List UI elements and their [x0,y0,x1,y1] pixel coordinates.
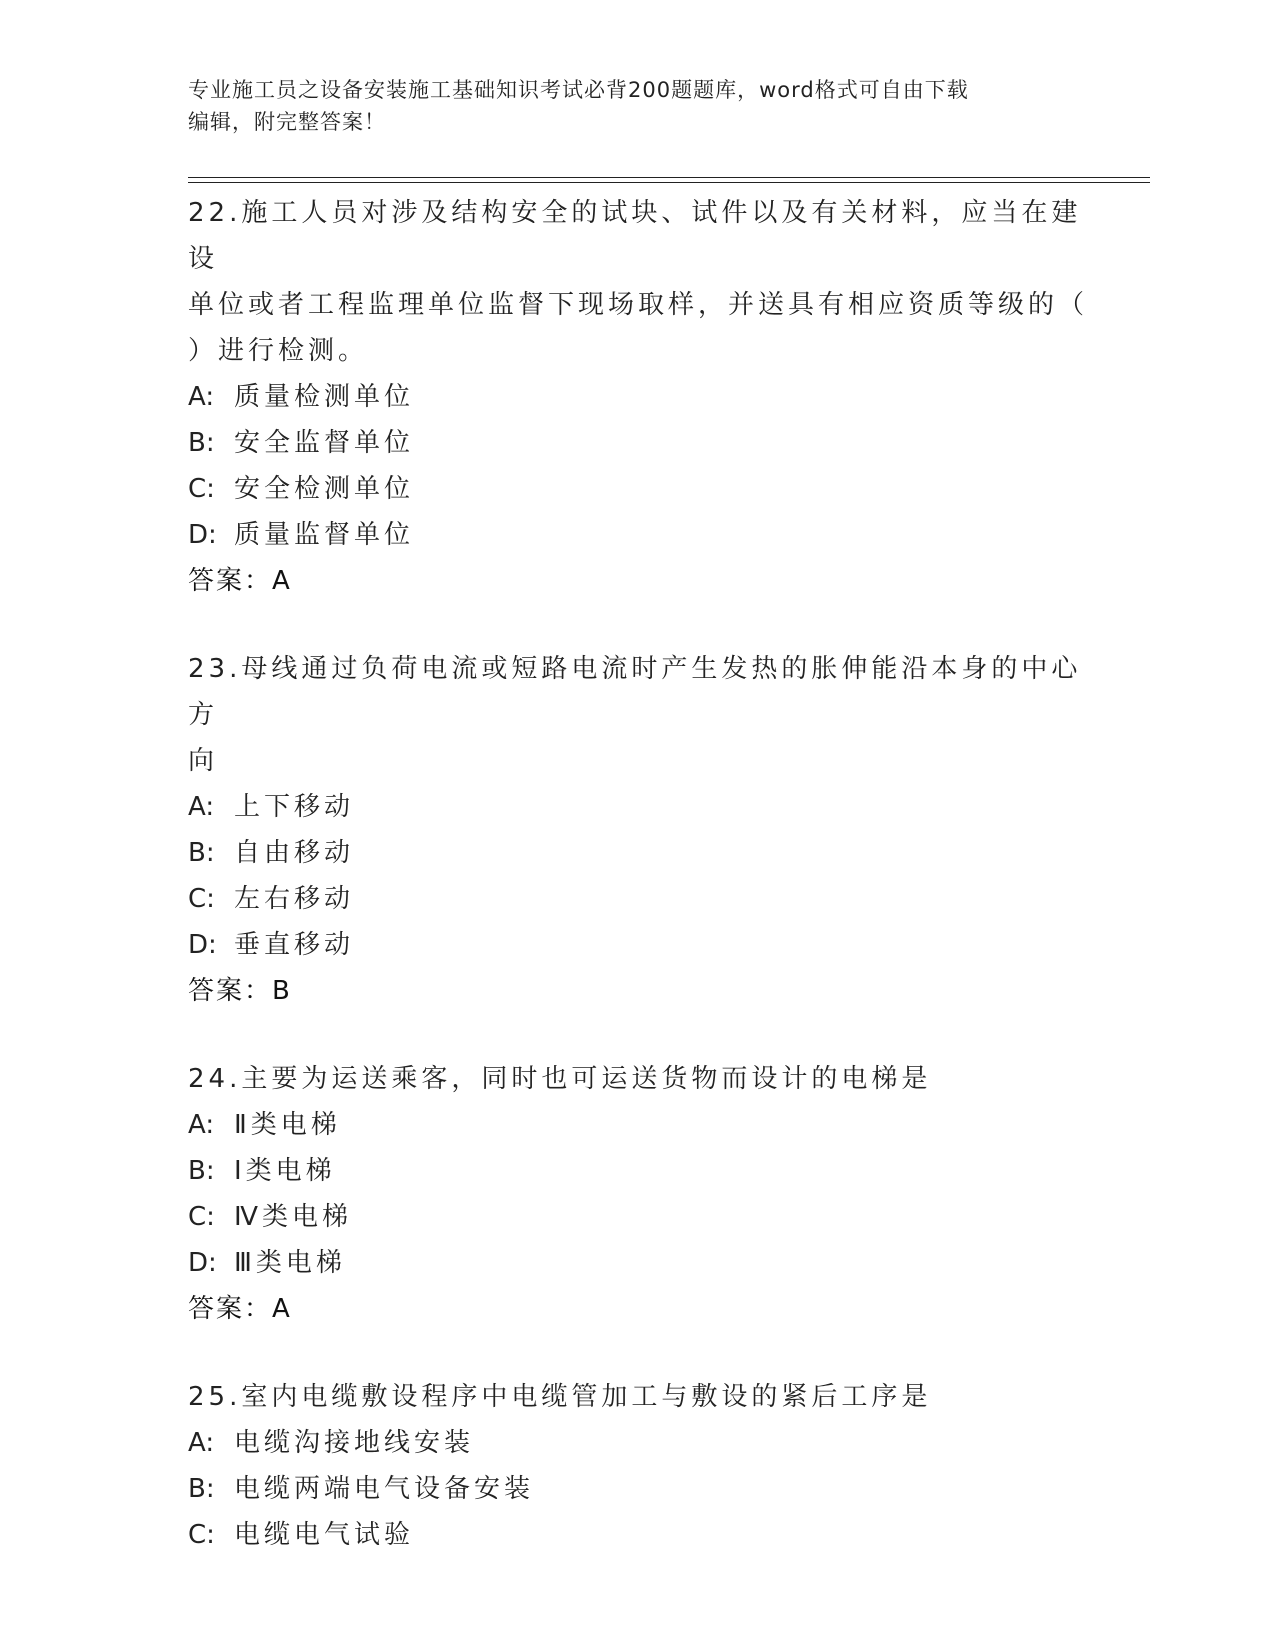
question-spacer [188,1332,1088,1374]
question-stem-line: 单位或者工程监理单位监督下现场取样，并送具有相应资质等级的（ [188,290,1089,320]
option-key: A: [188,382,215,412]
option-text: 质量监督单位 [234,520,415,550]
option-key: B: [188,1156,215,1186]
question-stem-line: 23.母线通过负荷电流或短路电流时产生发热的胀伸能沿本身的中心方 [188,654,1082,730]
option-text: 自由移动 [234,838,355,868]
option-key: B: [188,428,215,458]
option-c [188,876,1088,922]
question-stem-line: 24.主要为运送乘客，同时也可运送货物而设计的电梯是 [188,1064,932,1094]
question-stem-line: 25.室内电缆敷设程序中电缆管加工与敷设的紧后工序是 [188,1382,932,1412]
option-key: A: [188,1110,215,1140]
answer-line [188,558,1088,604]
option-b [188,1148,1088,1194]
question-list [188,190,1088,1558]
option-text: Ⅳ类电梯 [234,1202,352,1232]
option-key: B: [188,838,215,868]
answer-label: 答案： [188,976,273,1006]
option-d [188,1240,1088,1286]
option-text: Ⅲ类电梯 [234,1248,346,1278]
option-a [188,374,1088,420]
document-header [188,74,1068,138]
question-22 [188,190,1088,604]
option-key: D: [188,1248,217,1278]
option-a [188,784,1088,830]
question-stem-line: ）进行检测。 [188,336,369,366]
option-text: 质量检测单位 [234,382,415,412]
option-d [188,512,1088,558]
option-key: C: [188,474,215,504]
header-line-1: 专业施工员之设备安装施工基础知识考试必背200题题库，word格式可自由下载 [188,78,969,102]
option-c [188,1194,1088,1240]
question-spacer [188,604,1088,646]
question-25 [188,1374,1088,1558]
header-divider-bottom [188,182,1150,183]
answer-line [188,1286,1088,1332]
answer-value: B [272,976,290,1006]
option-key: C: [188,1202,215,1232]
option-key: D: [188,930,217,960]
question-stem-line: 向 [188,746,219,776]
option-text: 上下移动 [234,792,355,822]
option-d [188,922,1088,968]
answer-label: 答案： [188,1294,273,1324]
option-text: 垂直移动 [234,930,355,960]
option-key: C: [188,1520,215,1550]
question-stem-line: 22.施工人员对涉及结构安全的试块、试件以及有关材料，应当在建设 [188,198,1082,274]
option-key: C: [188,884,215,914]
option-text: 左右移动 [234,884,355,914]
header-line-2: 编辑，附完整答案！ [188,110,386,134]
option-text: 电缆电气试验 [234,1520,415,1550]
question-stem [188,646,1088,784]
question-24 [188,1056,1088,1332]
option-c [188,1512,1088,1558]
option-key: B: [188,1474,215,1504]
question-stem [188,1056,1088,1102]
question-23 [188,646,1088,1014]
option-key: A: [188,1428,215,1458]
answer-value: A [272,566,290,596]
option-text: Ⅱ类电梯 [234,1110,341,1140]
question-spacer [188,1014,1088,1056]
option-key: A: [188,792,215,822]
answer-label: 答案： [188,566,273,596]
option-b [188,830,1088,876]
option-text: 安全监督单位 [234,428,415,458]
option-text: 电缆两端电气设备安装 [234,1474,535,1504]
option-a [188,1102,1088,1148]
option-b [188,420,1088,466]
option-c [188,466,1088,512]
option-a [188,1420,1088,1466]
header-divider-top [188,177,1150,178]
option-b [188,1466,1088,1512]
question-stem [188,1374,1088,1420]
option-key: D: [188,520,217,550]
option-text: 电缆沟接地线安装 [234,1428,475,1458]
answer-value: A [272,1294,290,1324]
option-text: 安全检测单位 [234,474,415,504]
answer-line [188,968,1088,1014]
option-text: Ⅰ类电梯 [234,1156,336,1186]
question-stem [188,190,1088,374]
